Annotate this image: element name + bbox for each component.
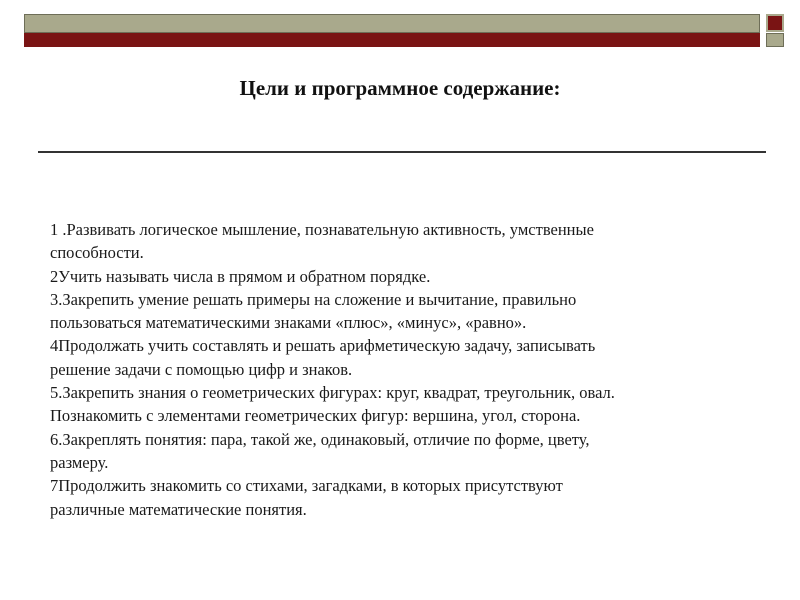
goal-line: размеру.	[50, 452, 109, 472]
header-bar-maroon	[24, 33, 760, 47]
goal-line: 5.Закрепить знания о геометрических фигурах: круг, квадрат, треугольник, овал.	[50, 383, 615, 403]
goal-line: 2Учить называть числа в прямом и обратном порядке.	[50, 266, 431, 286]
goals-text-block	[50, 218, 760, 521]
goal-line: способности.	[50, 243, 144, 263]
slide-title: Цели и программное содержание:	[239, 76, 561, 100]
goal-line: 1 .Развивать логическое мышление, познавательную активность, умственные	[50, 220, 594, 239]
title-divider	[38, 151, 766, 153]
goal-line: 3.Закрепить умение решать примеры на сложение и вычитание, правильно	[50, 289, 577, 309]
corner-square-bottom	[766, 33, 784, 47]
goal-line: 4Продолжать учить составлять и решать арифметическую задачу, записывать	[50, 336, 596, 356]
goal-line: пользоваться математическими знаками «плюс», «минус», «равно».	[50, 313, 527, 333]
header-bar-olive	[24, 14, 760, 33]
corner-square-top	[766, 14, 784, 32]
goal-line: Познакомить с элементами геометрических фигур: вершина, угол, сторона.	[50, 406, 581, 426]
goal-line: различные математические понятия.	[50, 499, 307, 519]
goal-line: 7Продолжить знакомить со стихами, загадками, в которых присутствуют	[50, 476, 563, 496]
goal-line: 6.Закреплять понятия: пара, такой же, одинаковый, отличие по форме, цвету,	[50, 429, 590, 449]
goal-line: решение задачи с помощью цифр и знаков.	[50, 359, 353, 379]
